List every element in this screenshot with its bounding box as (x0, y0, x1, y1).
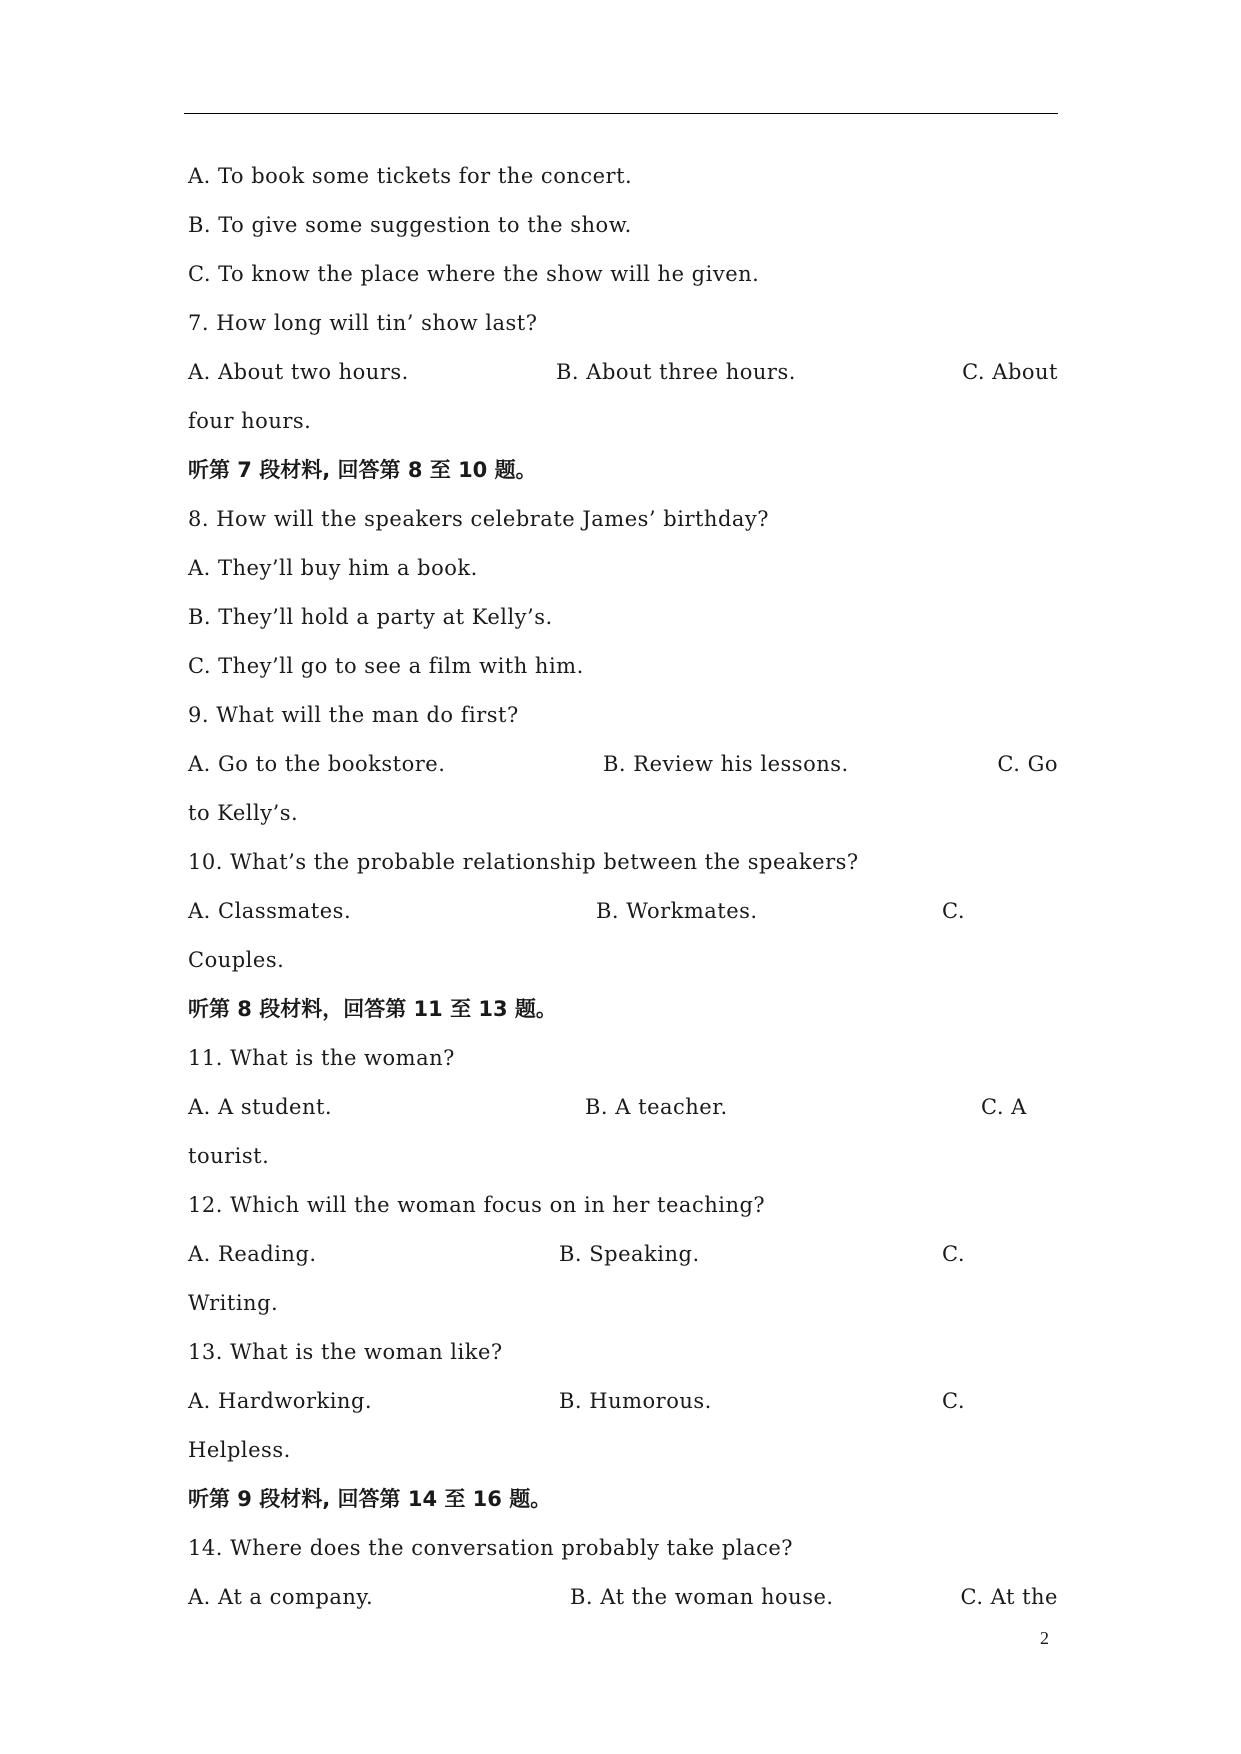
option-continuation: Couples. (188, 948, 285, 972)
option-c: C. (942, 1242, 965, 1266)
option-c: C. At the (960, 1585, 1058, 1609)
option-line: C. They’ll go to see a film with him. (188, 654, 584, 678)
option-continuation: four hours. (188, 409, 312, 433)
header-rule (184, 113, 1058, 114)
option-b: B. A teacher. (585, 1095, 728, 1119)
option-line: A. To book some tickets for the concert. (188, 164, 633, 188)
option-a: A. Classmates. (188, 899, 352, 923)
option-a: A. A student. (188, 1095, 333, 1119)
options-row-13 (188, 1377, 1058, 1426)
options-row-7 (188, 348, 1058, 397)
option-c: C. Go (997, 752, 1058, 776)
question-12: 12. Which will the woman focus on in her teaching? (188, 1193, 766, 1217)
options-row-11 (188, 1083, 1058, 1132)
question-13: 13. What is the woman like? (188, 1340, 503, 1364)
question-9: 9. What will the man do first? (188, 703, 519, 727)
option-continuation: Writing. (188, 1291, 279, 1315)
section-heading: 听第 9 段材料, 回答第 14 至 16 题。 (188, 1487, 552, 1511)
option-continuation: tourist. (188, 1144, 270, 1168)
option-c: C. (942, 899, 965, 923)
option-b: B. Humorous. (559, 1389, 712, 1413)
option-c: C. A (981, 1095, 1027, 1119)
options-row-14 (188, 1573, 1058, 1622)
question-11: 11. What is the woman? (188, 1046, 455, 1070)
option-a: A. Go to the bookstore. (188, 752, 446, 776)
question-14: 14. Where does the conversation probably take place? (188, 1536, 794, 1560)
options-row-12 (188, 1230, 1058, 1279)
section-heading: 听第 8 段材料，回答第 11 至 13 题。 (188, 997, 557, 1021)
option-a: A. Hardworking. (188, 1389, 373, 1413)
option-c: C. About (962, 360, 1058, 384)
option-b: B. About three hours. (556, 360, 796, 384)
option-b: B. At the woman house. (570, 1585, 834, 1609)
option-continuation: to Kelly’s. (188, 801, 299, 825)
option-continuation: Helpless. (188, 1438, 291, 1462)
document-body (188, 152, 1058, 1622)
section-heading: 听第 7 段材料, 回答第 8 至 10 题。 (188, 458, 537, 482)
option-b: B. Review his lessons. (603, 752, 849, 776)
option-b: B. Speaking. (559, 1242, 700, 1266)
option-line: B. They’ll hold a party at Kelly’s. (188, 605, 553, 629)
options-row-10 (188, 887, 1058, 936)
option-line: B. To give some suggestion to the show. (188, 213, 632, 237)
page-number: 2 (1040, 1628, 1049, 1648)
question-7: 7. How long will tin’ show last? (188, 311, 538, 335)
question-8: 8. How will the speakers celebrate James’ birthday? (188, 507, 770, 531)
option-b: B. Workmates. (596, 899, 758, 923)
option-a: A. About two hours. (188, 360, 409, 384)
option-a: A. Reading. (188, 1242, 317, 1266)
option-line: A. They’ll buy him a book. (188, 556, 478, 580)
option-a: A. At a company. (188, 1585, 374, 1609)
option-c: C. (942, 1389, 965, 1413)
question-10: 10. What’s the probable relationship between the speakers? (188, 850, 859, 874)
option-line: C. To know the place where the show will he given. (188, 262, 760, 286)
options-row-9 (188, 740, 1058, 789)
